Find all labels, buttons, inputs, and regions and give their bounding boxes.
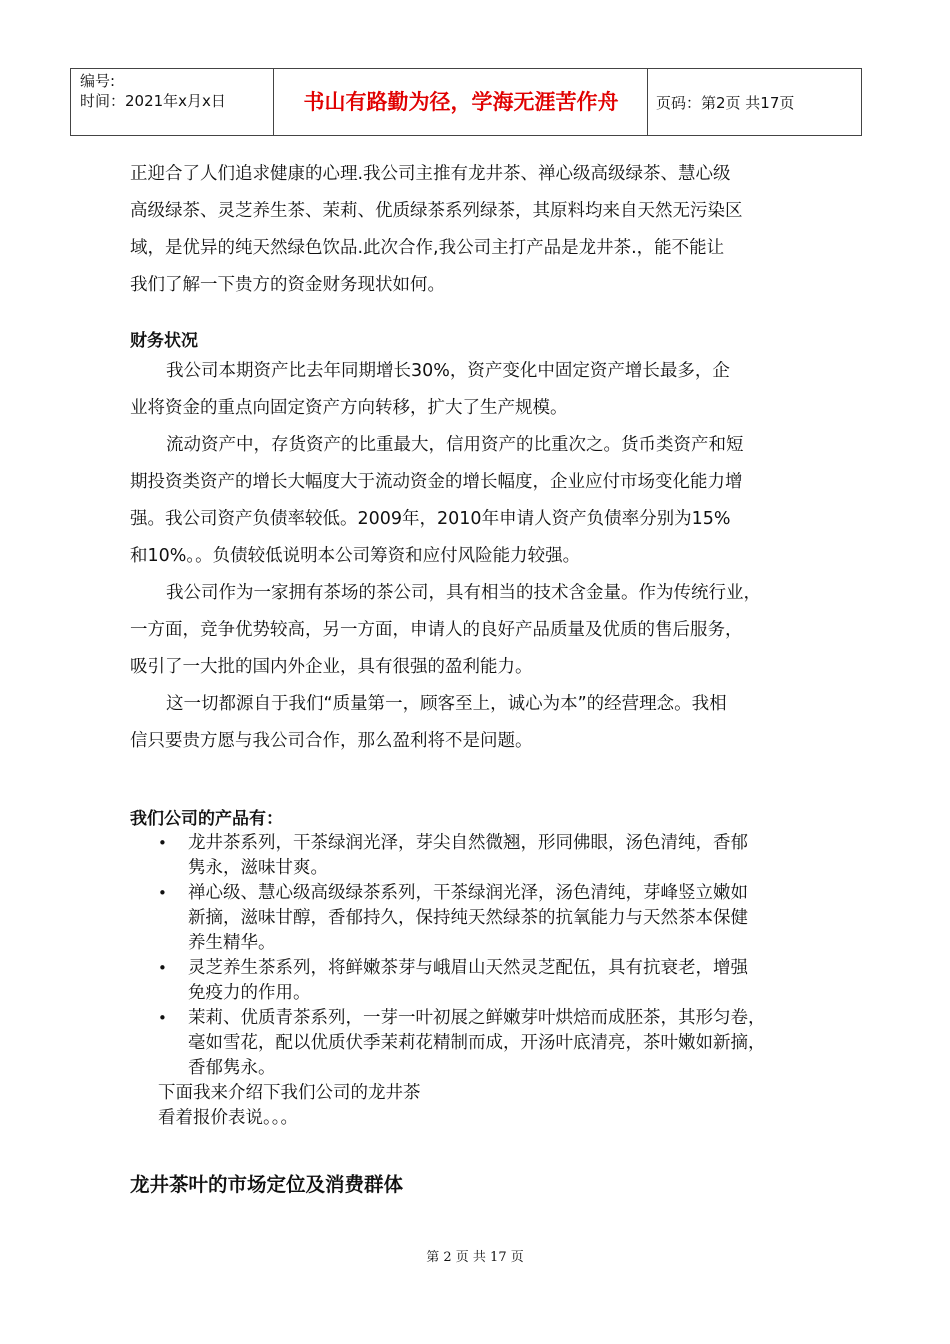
text-line: 域，是优异的纯天然绿色饮品.此次合作,我公司主打产品是龙井茶.，能不能让 xyxy=(130,238,725,258)
text-line: 信只要贵方愿与我公司合作，那么盈利将不是问题。 xyxy=(130,731,533,751)
intro-paragraph xyxy=(130,156,820,304)
text-line: 吸引了一大批的国内外企业，具有很强的盈利能力。 xyxy=(130,657,533,677)
page-footer: 第 2 页 共 17 页 xyxy=(426,1250,524,1265)
text-line: 这一切都源自于我们“质量第一，顾客至上，诚心为本”的经营理念。我相 xyxy=(166,694,727,714)
finance-paragraph xyxy=(130,427,820,575)
text-line: 龙井茶系列，干茶绿润光泽，芽尖自然微翘，形同佛眼，汤色清纯，香郁 xyxy=(188,833,748,853)
list-item xyxy=(130,1006,820,1081)
text-line: 下面我来介绍下我们公司的龙井茶 xyxy=(158,1083,421,1103)
text-line: 养生精华。 xyxy=(188,933,276,953)
finance-paragraph xyxy=(130,353,820,427)
text-line: 流动资产中，存货资产的比重最大，信用资产的比重次之。货币类资产和短 xyxy=(166,435,744,455)
header-time-label: 时间：2021年x月x日 xyxy=(80,92,226,110)
list-item xyxy=(130,831,820,881)
document-body xyxy=(130,156,820,1197)
text-line: 隽永，滋味甘爽。 xyxy=(188,858,328,878)
text-line: 强。我公司资产负债率较低。2009年，2010年申请人资产负债率分别为15% xyxy=(130,509,731,529)
header-divider-left xyxy=(70,68,71,135)
text-line: 新摘，滋味甘醇，香郁持久，保持纯天然绿茶的抗氧能力与天然茶本保健 xyxy=(188,908,748,928)
list-item xyxy=(130,956,820,1006)
text-line: 我公司本期资产比去年同期增长30%，资产变化中固定资产增长最多，企 xyxy=(166,361,730,381)
list-item xyxy=(130,881,820,956)
text-line: 看着报价表说。。。 xyxy=(158,1108,298,1128)
finance-paragraph xyxy=(130,575,820,686)
finance-paragraph xyxy=(130,686,820,760)
text-line: 茉莉、优质青茶系列，一芽一叶初展之鲜嫩芽叶烘焙而成胚茶，其形匀卷， xyxy=(188,1008,766,1028)
text-line: 和10%。。负债较低说明本公司筹资和应付风险能力较强。 xyxy=(130,546,581,566)
text-line: 正迎合了人们追求健康的心理.我公司主推有龙井茶、禅心级高级绿茶、慧心级 xyxy=(130,164,731,184)
text-line: 免疫力的作用。 xyxy=(188,983,311,1003)
text-line: 期投资类资产的增长大幅度大于流动资金的增长幅度，企业应付市场变化能力增 xyxy=(130,472,743,492)
text-line: 一方面，竞争优势较高，另一方面，申请人的良好产品质量及优质的售后服务， xyxy=(130,620,743,640)
text-line: 灵芝养生茶系列，将鲜嫩茶芽与峨眉山天然灵芝配伍，具有抗衰老，增强 xyxy=(188,958,748,978)
header-divider-right xyxy=(861,68,862,135)
finance-heading: 财务状况 xyxy=(130,331,198,351)
text-line: 我公司作为一家拥有茶场的茶公司，具有相当的技术含金量。作为传统行业， xyxy=(166,583,761,603)
bullet-icon: • xyxy=(158,834,167,852)
bullet-icon: • xyxy=(158,959,167,977)
products-list xyxy=(130,831,820,1081)
header-top-rule xyxy=(70,68,862,69)
bullet-icon: • xyxy=(158,1009,167,1027)
text-line: 业将资金的重点向固定资产方向转移，扩大了生产规模。 xyxy=(130,398,568,418)
text-line: 毫如雪花，配以优质伏季茉莉花精制而成，开汤叶底清亮，茶叶嫩如新摘， xyxy=(188,1033,766,1053)
products-heading: 我们公司的产品有： xyxy=(130,809,283,829)
header-page-label: 页码：第2页 共17页 xyxy=(656,94,795,112)
header-bottom-rule xyxy=(70,135,862,136)
text-line: 禅心级、慧心级高级绿茶系列，干茶绿润光泽，汤色清纯，芽峰竖立嫩如 xyxy=(188,883,748,903)
text-line: 我们了解一下贵方的资金财务现状如何。 xyxy=(130,275,445,295)
header-motto: 书山有路勤为径，学海无涯苦作舟 xyxy=(303,90,619,114)
bullet-icon: • xyxy=(158,884,167,902)
section-heading: 龙井茶叶的市场定位及消费群体 xyxy=(130,1173,404,1196)
text-line: 高级绿茶、灵芝养生茶、茉莉、优质绿茶系列绿茶，其原料均来自天然无污染区 xyxy=(130,201,743,221)
text-line: 香郁隽永。 xyxy=(188,1058,276,1078)
header-number-label: 编号: xyxy=(80,72,116,90)
